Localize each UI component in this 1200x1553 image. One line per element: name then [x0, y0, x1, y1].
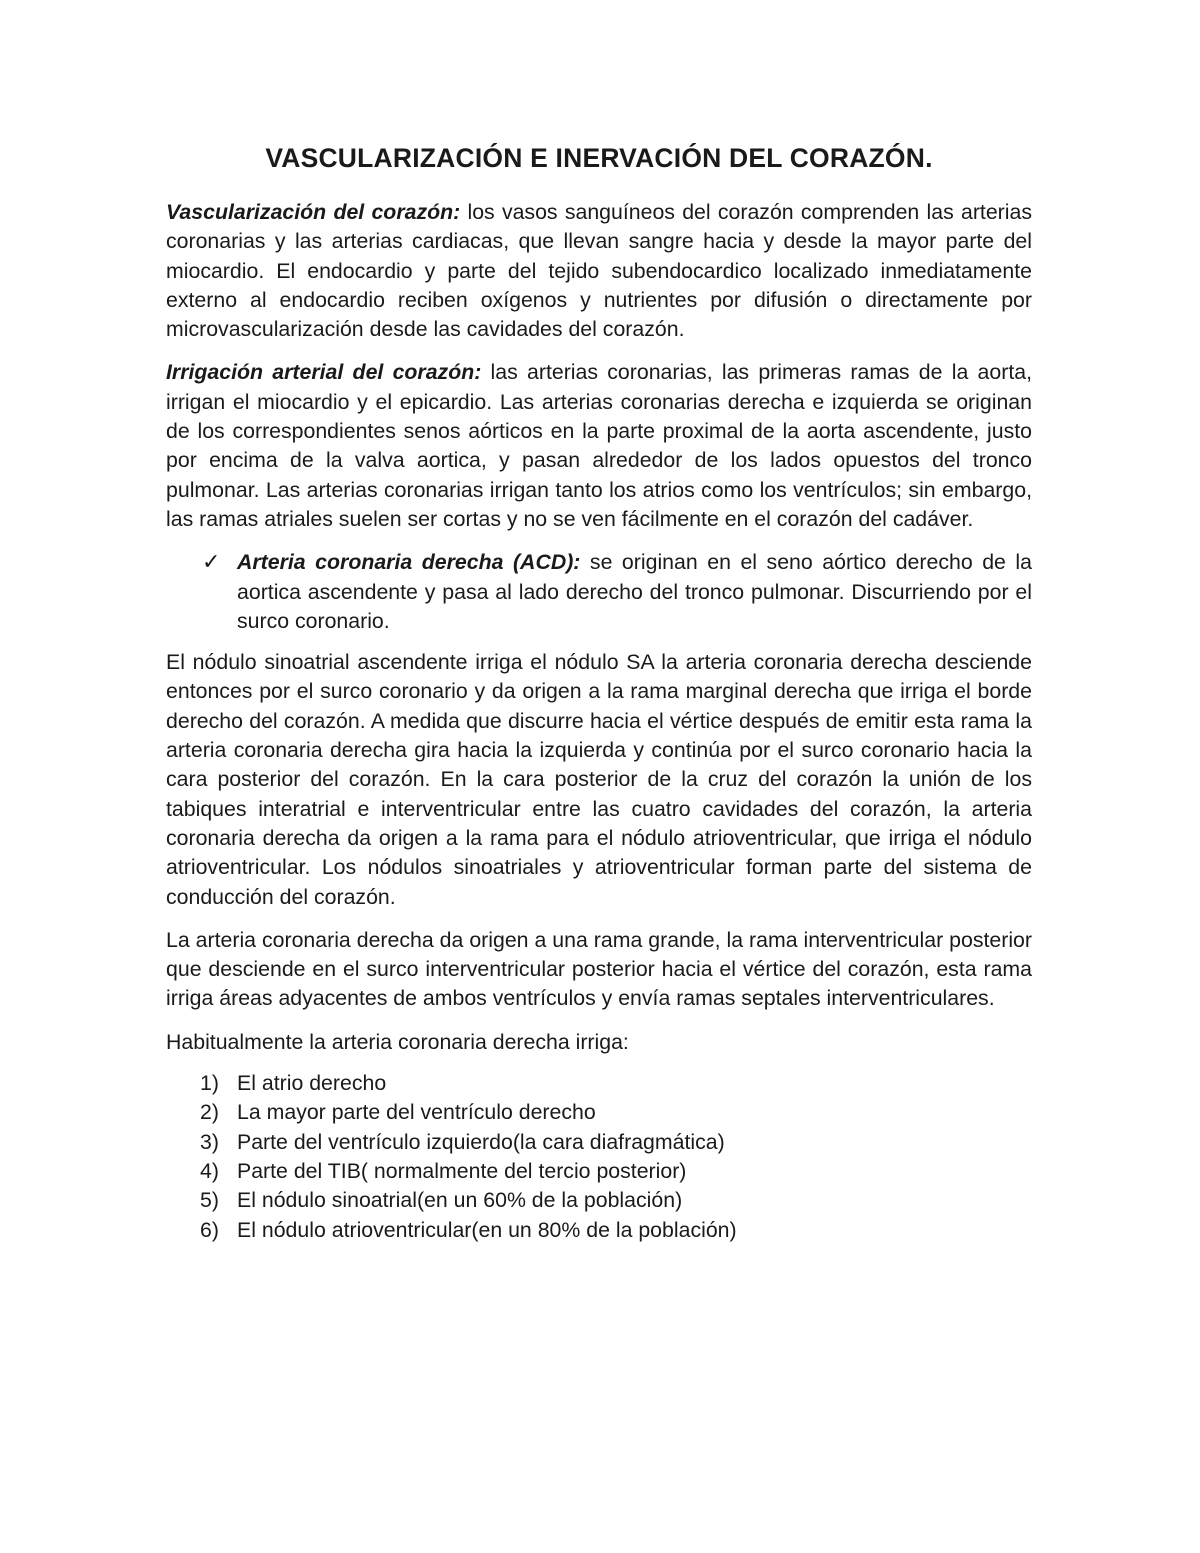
paragraph-list-intro: Habitualmente la arteria coronaria derecha irriga:: [166, 1029, 629, 1054]
irrigation-list: [166, 1069, 1032, 1245]
list-item-text: La mayor parte del ventrículo derecho: [237, 1100, 596, 1125]
checkmark-icon: ✓: [202, 550, 221, 576]
list-number: 6): [200, 1217, 219, 1242]
list-item-text: El nódulo atrioventricular(en un 80% de la población): [237, 1217, 737, 1242]
document-title: VASCULARIZACIÓN E INERVACIÓN DEL CORAZÓN.: [265, 143, 933, 173]
checklist-item-lead: Arteria coronaria derecha (ACD):: [237, 550, 581, 575]
list-item: [166, 1098, 1032, 1127]
list-item: [166, 1069, 1032, 1098]
list-item-text: El nódulo sinoatrial(en un 60% de la población): [237, 1188, 683, 1213]
list-item: [166, 1157, 1032, 1186]
paragraph-lead: Vascularización del corazón:: [166, 200, 461, 224]
list-item-text: Parte del TIB( normalmente del tercio posterior): [237, 1158, 687, 1183]
checklist-item-text: se originan en el seno aórtico derecho de la aortica ascendente y pasa al lado derecho del tronco pulmonar. Discurriendo por el surco coronario.: [237, 550, 1032, 633]
checklist-item-acd: [166, 548, 1032, 636]
list-item-text: El atrio derecho: [237, 1071, 387, 1096]
paragraph-nodulo-sinoatrial: El nódulo sinoatrial ascendente irriga el nódulo SA la arteria coronaria derecha desciende entonces por el surco coronario y da origen a la rama marginal derecha que irriga el borde derecho del corazón. A medida que discurre hacia el vértice después de emitir esta rama la arteria coronaria derecha gira hacia la izquierda y continúa por el surco coronario hacia la cara posterior del corazón. En la cara posterior de la cruz del corazón la unión de los tabiques interatrial e interventricular entre las cuatro cavidades del corazón, la arteria coronaria derecha da origen a la rama para el nódulo atrioventricular, que irriga el nódulo atrioventricular. Los nódulos sinoatriales y atrioventricular forman parte del sistema de conducción del corazón.: [166, 650, 1032, 909]
list-item-text: Parte del ventrículo izquierdo(la cara diafragmática): [237, 1129, 725, 1154]
paragraph-text: las arterias coronarias, las primeras ramas de la aorta, irrigan el miocardio y el epicardio. Las arterias coronarias derecha e izquierda se originan de los correspondientes senos aórticos en la parte proximal de la aorta ascendente, justo por encima de la valva aortica, y pasan alrededor de los lados opuestos del tronco pulmonar. Las arterias coronarias irrigan tanto los atrios como los ventrículos; sin embargo, las ramas atriales suelen ser cortas y no se ven fácilmente en el corazón del cadáver.: [166, 360, 1033, 531]
document-page: [166, 138, 1032, 1245]
paragraph-rama-interventricular: La arteria coronaria derecha da origen a una rama grande, la rama interventricular posterior que desciende en el surco interventricular posterior hacia el vértice del corazón, esta rama irriga áreas adyacentes de ambos ventrículos y envía ramas septales interventriculares.: [166, 927, 1032, 1011]
paragraph-vascularizacion: [166, 198, 1032, 344]
list-number: 5): [200, 1188, 219, 1213]
paragraph-lead: Irrigación arterial del corazón:: [166, 360, 482, 385]
list-item: [166, 1216, 1032, 1245]
list-number: 4): [200, 1158, 219, 1183]
list-item: [166, 1186, 1032, 1215]
paragraph-irrigacion: [166, 358, 1032, 534]
list-item: [166, 1128, 1032, 1157]
list-number: 1): [200, 1071, 219, 1096]
list-number: 2): [200, 1100, 219, 1125]
paragraph-text: los vasos sanguíneos del corazón comprenden las arterias coronarias y las arterias cardiacas, que llevan sangre hacia y desde la mayor parte del miocardio. El endocardio y parte del tejido subendocardico localizado inmediatamente externo al endocardio reciben oxígenos y nutrientes por difusión o directamente por microvascularización desde las cavidades del corazón.: [166, 200, 1033, 342]
list-number: 3): [200, 1129, 219, 1154]
